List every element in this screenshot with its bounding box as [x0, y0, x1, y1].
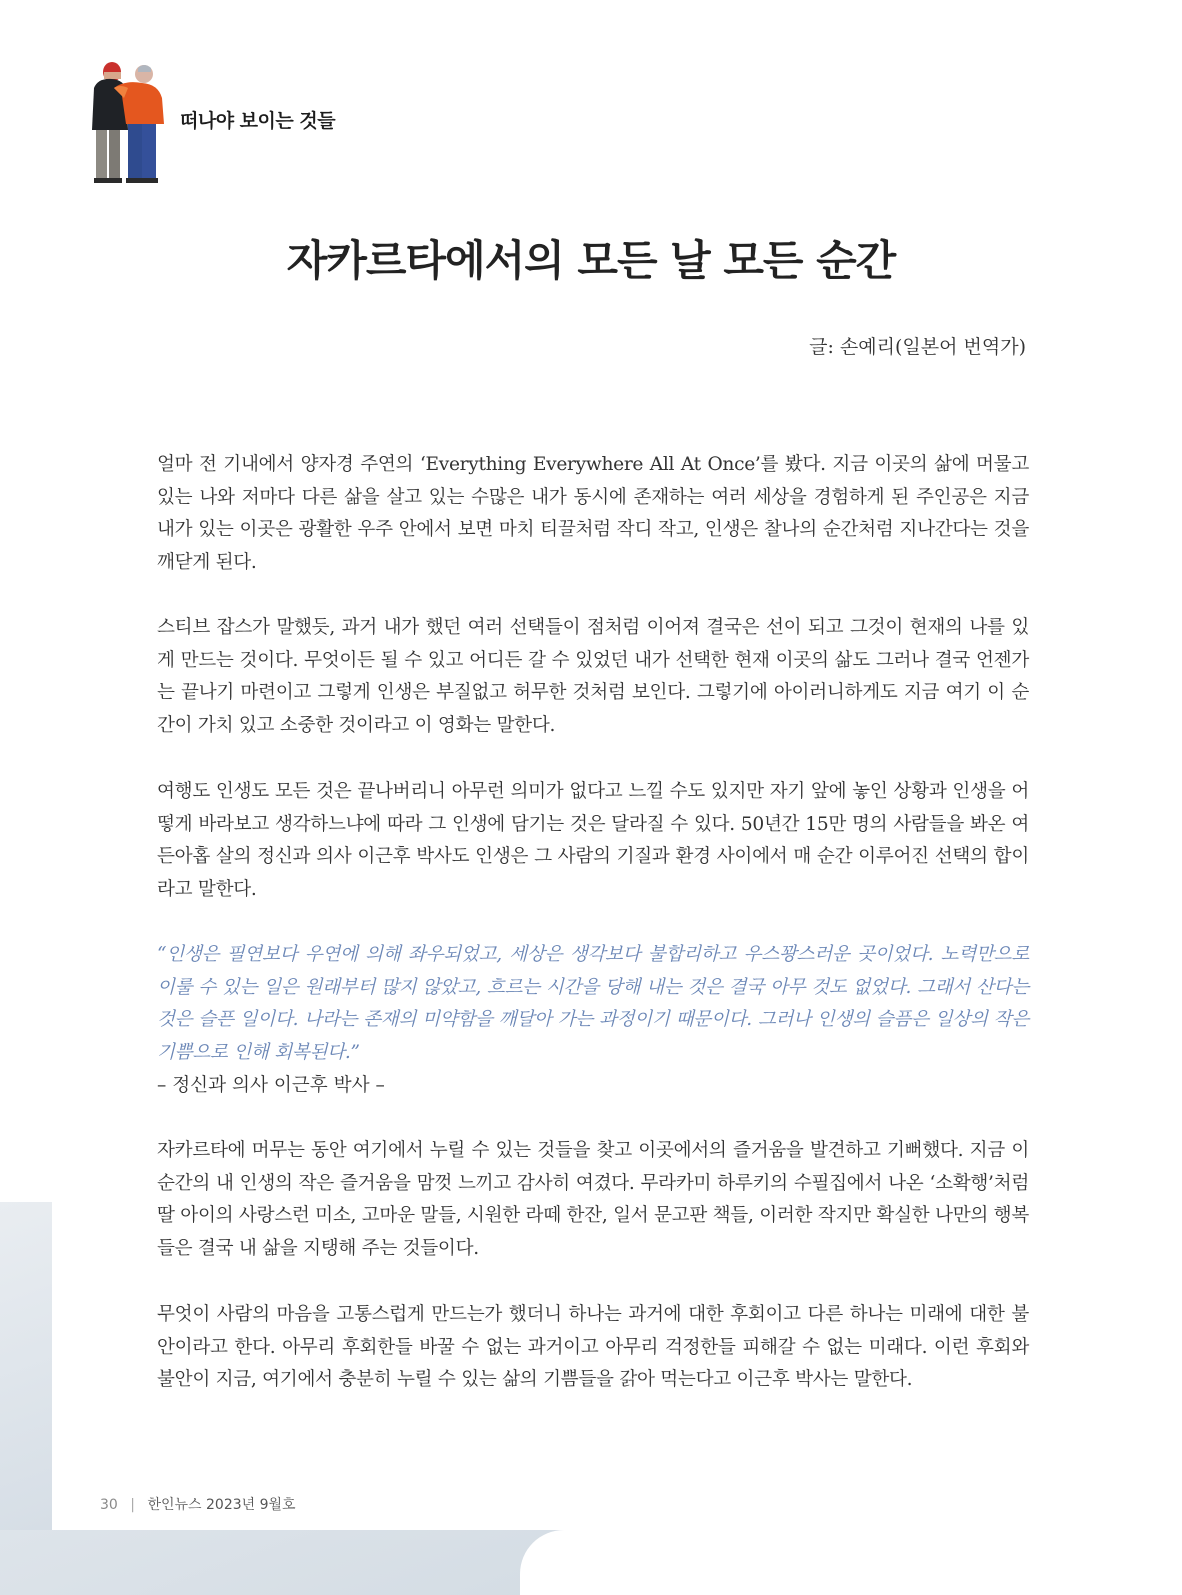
article-byline: 글: 손예리(일본어 번역가)	[809, 336, 1026, 358]
paragraph: 스티브 잡스가 말했듯, 과거 내가 했던 여러 선택들이 점처럼 이어져 결국은 선이 되고 그것이 현재의 나를 있게 만드는 것이다. 무엇이든 될 수 있고 어디든 갈 수 있었던 내가 선택한 현재 이곳의 삶도 그러나 결국 언젠가는 끝나기 마련이고 그렇게 인생은 부질없고 허무한 것처럼 보인다. 그렇기에 아이러니하게도 지금 여기 이 순간이 가치 있고 소중한 것이라고 이 영화는 말한다.	[157, 617, 1030, 737]
couple-illustration-icon	[84, 58, 170, 190]
paragraph-4-block	[157, 1135, 1029, 1266]
paragraph: 무엇이 사람의 마음을 고통스럽게 만드는가 했더니 하나는 과거에 대한 후회이고 다른 하나는 미래에 대한 불안이라고 한다. 아무리 후회한들 바꿀 수 없는 과거이고 아무리 걱정한들 피해갈 수 없는 미래다. 이런 후회와 불안이 지금, 여기에서 충분히 누릴 수 있는 삶의 기쁨들을 갉아 먹는다고 이근후 박사는 말한다.	[157, 1304, 1029, 1391]
paragraph-1-block	[157, 449, 1029, 580]
paragraph-3-block	[157, 776, 1029, 907]
paragraph: 얼마 전 기내에서 양자경 주연의 ‘Everything Everywhere All At Once’를 봤다. 지금 이곳의 삶에 머물고 있는 나와 저마다 다른 삶을 살고 있는 수많은 내가 동시에 존재하는 여러 세상을 경험하게 된 주인공은 지금 내가 있는 이곳은 광활한 우주 안에서 보면 마치 티끌처럼 작디 작고, 인생은 찰나의 순간처럼 지나간다는 것을 깨닫게 된다.	[157, 454, 1029, 574]
quote-block	[157, 939, 1029, 1103]
publication-name: 한인뉴스 2023년 9월호	[147, 1497, 296, 1513]
paragraph-2-block	[157, 612, 1029, 743]
section-header	[84, 58, 384, 190]
paragraph-5-block	[157, 1299, 1029, 1397]
page-footer	[100, 1494, 296, 1514]
paragraph: 자카르타에 머무는 동안 여기에서 누릴 수 있는 것들을 찾고 이곳에서의 즐거움을 발견하고 기뻐했다. 지금 이 순간의 내 인생의 작은 즐거움을 맘껏 느끼고 감사히 여겼다. 무라카미 하루키의 수필집에서 나온 ‘소확행’처럼 딸 아이의 사랑스런 미소, 고마운 말들, 시원한 라떼 한잔, 일서 문고판 책들, 이러한 작지만 확실한 나만의 행복들은 결국 내 삶을 지탱해 주는 것들이다.	[157, 1140, 1029, 1260]
page-number: 30	[100, 1497, 118, 1513]
quote-text: “인생은 필연보다 우연에 의해 좌우되었고, 세상은 생각보다 불합리하고 우스꽝스러운 곳이었다. 노력만으로 이룰 수 있는 일은 원래부터 많지 않았고, 흐르는 시간을 당해 내는 것은 결국 아무 것도 없었다. 그래서 산다는 것은 슬픈 일이다. 나라는 존재의 미약함을 깨달아 가는 과정이기 때문이다. 그러나 인생의 슬픔은 일상의 작은 기쁨으로 인해 회복된다.”	[157, 944, 1029, 1064]
quote-source: – 정신과 의사 이근후 박사 –	[157, 1074, 385, 1096]
article-title: 자카르타에서의 모든 날 모든 순간	[286, 236, 896, 285]
section-label: 떠나야 보이는 것들	[180, 110, 336, 132]
footer-separator: |	[130, 1497, 135, 1513]
paragraph: 여행도 인생도 모든 것은 끝나버리니 아무런 의미가 없다고 느낄 수도 있지만 자기 앞에 놓인 상황과 인생을 어떻게 바라보고 생각하느냐에 따라 그 인생에 담기는 것은 달라질 수 있다. 50년간 15만 명의 사람들을 봐온 여든아홉 살의 정신과 의사 이근후 박사도 인생은 그 사람의 기질과 환경 사이에서 매 순간 이루어진 선택의 합이라고 말한다.	[157, 781, 1029, 901]
